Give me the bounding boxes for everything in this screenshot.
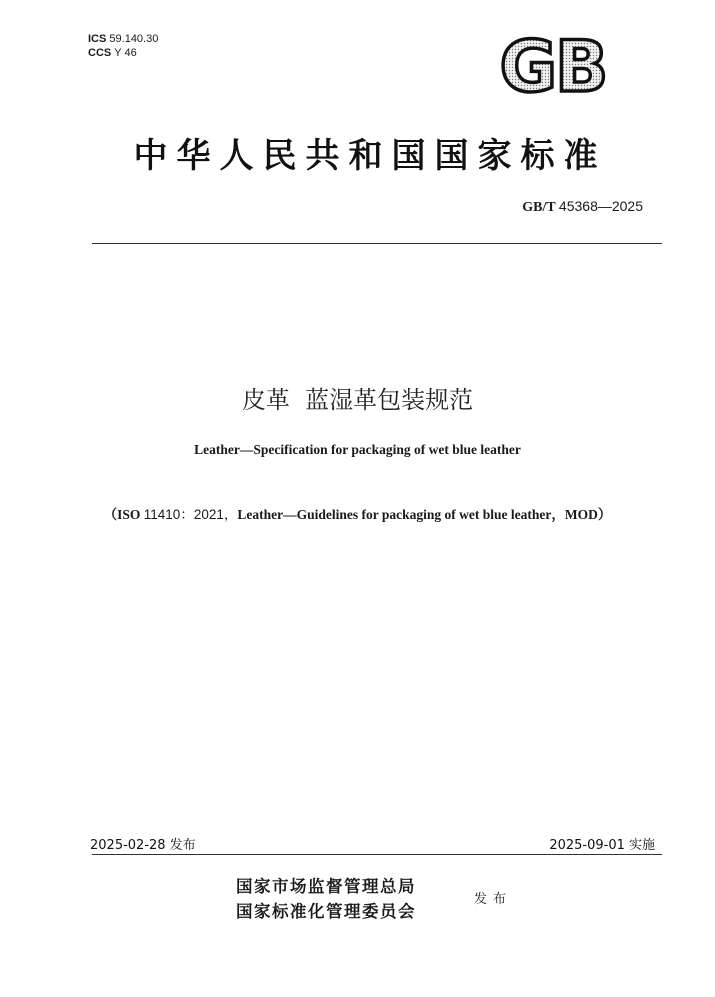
english-title: Leather—Specification for packaging of wet blue leather	[194, 442, 521, 457]
ics-code	[88, 32, 158, 46]
gb-logo-text: GB	[499, 33, 607, 99]
issue-date: 2025-02-28 发布	[90, 838, 196, 853]
classification-codes	[88, 32, 158, 60]
bottom-divider	[92, 854, 662, 855]
national-standard-title: 中华人民共和国国家标准	[133, 136, 607, 176]
iso-number: 11410：2021，	[143, 507, 238, 522]
issuer-sac: 国家标准化管理委员会	[236, 902, 416, 921]
top-divider	[92, 243, 662, 244]
iso-title: Leather—Guidelines for packaging of wet blue leather，MOD）	[237, 507, 612, 522]
chinese-title: 皮革 蓝湿革包装规范	[241, 386, 474, 414]
issuing-authorities	[236, 874, 416, 924]
iso-reference	[0, 503, 715, 523]
ics-value: 59.140.30	[109, 33, 159, 45]
gb-logo	[484, 33, 622, 99]
implementation-date: 2025-09-01 实施	[549, 838, 655, 853]
ics-label: ICS	[88, 33, 107, 45]
standard-code: 45368—2025	[558, 198, 643, 214]
standard-prefix: GB/T	[522, 200, 556, 215]
ccs-label: CCS	[88, 47, 112, 59]
issuer-samr: 国家市场监督管理总局	[236, 877, 416, 896]
standard-number	[522, 198, 643, 216]
iso-open: （ISO	[103, 507, 144, 522]
publish-label: 发布	[474, 892, 513, 907]
ccs-value: Y 46	[114, 47, 137, 59]
ccs-code	[88, 46, 158, 60]
